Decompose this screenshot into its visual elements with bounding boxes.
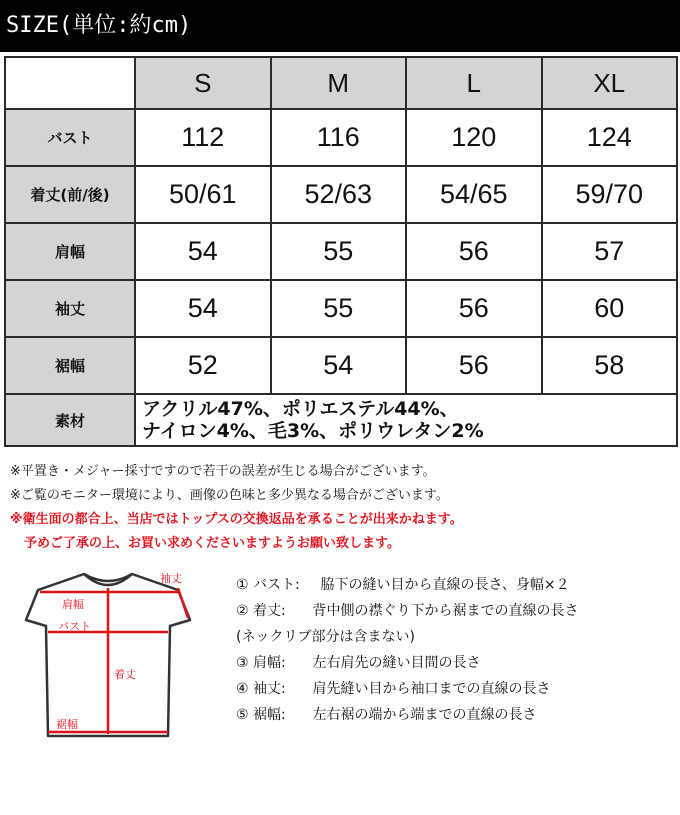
table-cell: 52 — [135, 337, 271, 394]
table-row — [5, 337, 677, 394]
legend-key: ② 着丈: — [236, 603, 286, 619]
note-monitor: ※ご覧のモニター環境により、画像の色味と多少異なる場合がございます。 — [10, 488, 449, 503]
legend-desc: 左右肩先の縫い目間の長さ — [312, 655, 481, 671]
diagram-label-hem: 裾幅 — [56, 718, 78, 731]
table-row — [5, 109, 677, 166]
legend-key: ① バスト: — [236, 577, 300, 593]
size-header-l: L — [406, 57, 542, 109]
material-text — [135, 394, 677, 446]
table-cell: 124 — [542, 109, 678, 166]
legend-desc: 左右裾の端から端までの直線の長さ — [312, 707, 537, 723]
table-row — [5, 280, 677, 337]
table-cell: 55 — [271, 280, 407, 337]
row-label-sleeve: 袖丈 — [5, 280, 135, 337]
table-cell: 50/61 — [135, 166, 271, 223]
table-cell: 56 — [406, 337, 542, 394]
size-header-xl: XL — [542, 57, 678, 109]
notes-section — [10, 460, 670, 556]
table-cell: 54 — [135, 223, 271, 280]
diagram-label-shoulder: 肩幅 — [62, 598, 84, 611]
legend-item — [236, 598, 676, 624]
table-cell: 120 — [406, 109, 542, 166]
table-cell: 57 — [542, 223, 678, 280]
measurement-legend — [236, 572, 676, 728]
legend-desc: 脇下の縫い目から直線の長さ、身幅×２ — [320, 577, 570, 593]
diagram-label-sleeve: 袖丈 — [160, 572, 182, 585]
size-header-s: S — [135, 57, 271, 109]
table-cell: 54 — [135, 280, 271, 337]
table-row — [5, 166, 677, 223]
table-cell: 54/65 — [406, 166, 542, 223]
size-table — [4, 56, 678, 447]
row-label-hem: 裾幅 — [5, 337, 135, 394]
material-line-2: ナイロン4%、毛3%、ポリウレタン2% — [142, 420, 484, 442]
material-line-1: アクリル47%、ポリエステル44%、 — [142, 398, 459, 420]
tshirt-diagram — [18, 566, 218, 746]
table-cell: 112 — [135, 109, 271, 166]
row-label-shoulder: 肩幅 — [5, 223, 135, 280]
material-row — [5, 394, 677, 446]
legend-item — [236, 624, 676, 650]
note-no-returns: ※衛生面の都合上、当店ではトップスの交換返品を承ることが出来かねます。 — [10, 512, 463, 527]
note-apology: 予めご了承の上、お買い求めくださいますようお願い致します。 — [24, 536, 400, 551]
diagram-label-bust: バスト — [58, 620, 91, 633]
table-corner-cell — [5, 57, 135, 109]
table-cell: 55 — [271, 223, 407, 280]
table-header-row — [5, 57, 677, 109]
row-label-length: 着丈(前/後) — [5, 166, 135, 223]
table-row — [5, 223, 677, 280]
size-header-m: M — [271, 57, 407, 109]
table-cell: 60 — [542, 280, 678, 337]
legend-item — [236, 676, 676, 702]
legend-item — [236, 572, 676, 598]
legend-desc: 背中側の襟ぐり下から裾までの直線の長さ — [312, 603, 579, 619]
legend-desc: (ネックリブ部分は含まない) — [236, 629, 415, 645]
page-title: SIZE(単位:約cm) — [0, 0, 680, 52]
tshirt-outline-icon — [18, 566, 218, 746]
legend-item — [236, 702, 676, 728]
legend-key: ⑤ 裾幅: — [236, 707, 286, 723]
row-label-material: 素材 — [5, 394, 135, 446]
legend-desc: 肩先縫い目から袖口までの直線の長さ — [312, 681, 551, 697]
legend-key: ③ 肩幅: — [236, 655, 286, 671]
table-cell: 56 — [406, 280, 542, 337]
table-cell: 52/63 — [271, 166, 407, 223]
table-cell: 59/70 — [542, 166, 678, 223]
legend-key: ④ 袖丈: — [236, 681, 286, 697]
table-cell: 116 — [271, 109, 407, 166]
legend-item — [236, 650, 676, 676]
table-cell: 58 — [542, 337, 678, 394]
table-cell: 56 — [406, 223, 542, 280]
row-label-bust: バスト — [5, 109, 135, 166]
diagram-label-length: 着丈 — [114, 668, 136, 681]
note-measurement: ※平置き・メジャー採寸ですので若干の誤差が生じる場合がございます。 — [10, 464, 436, 479]
table-cell: 54 — [271, 337, 407, 394]
